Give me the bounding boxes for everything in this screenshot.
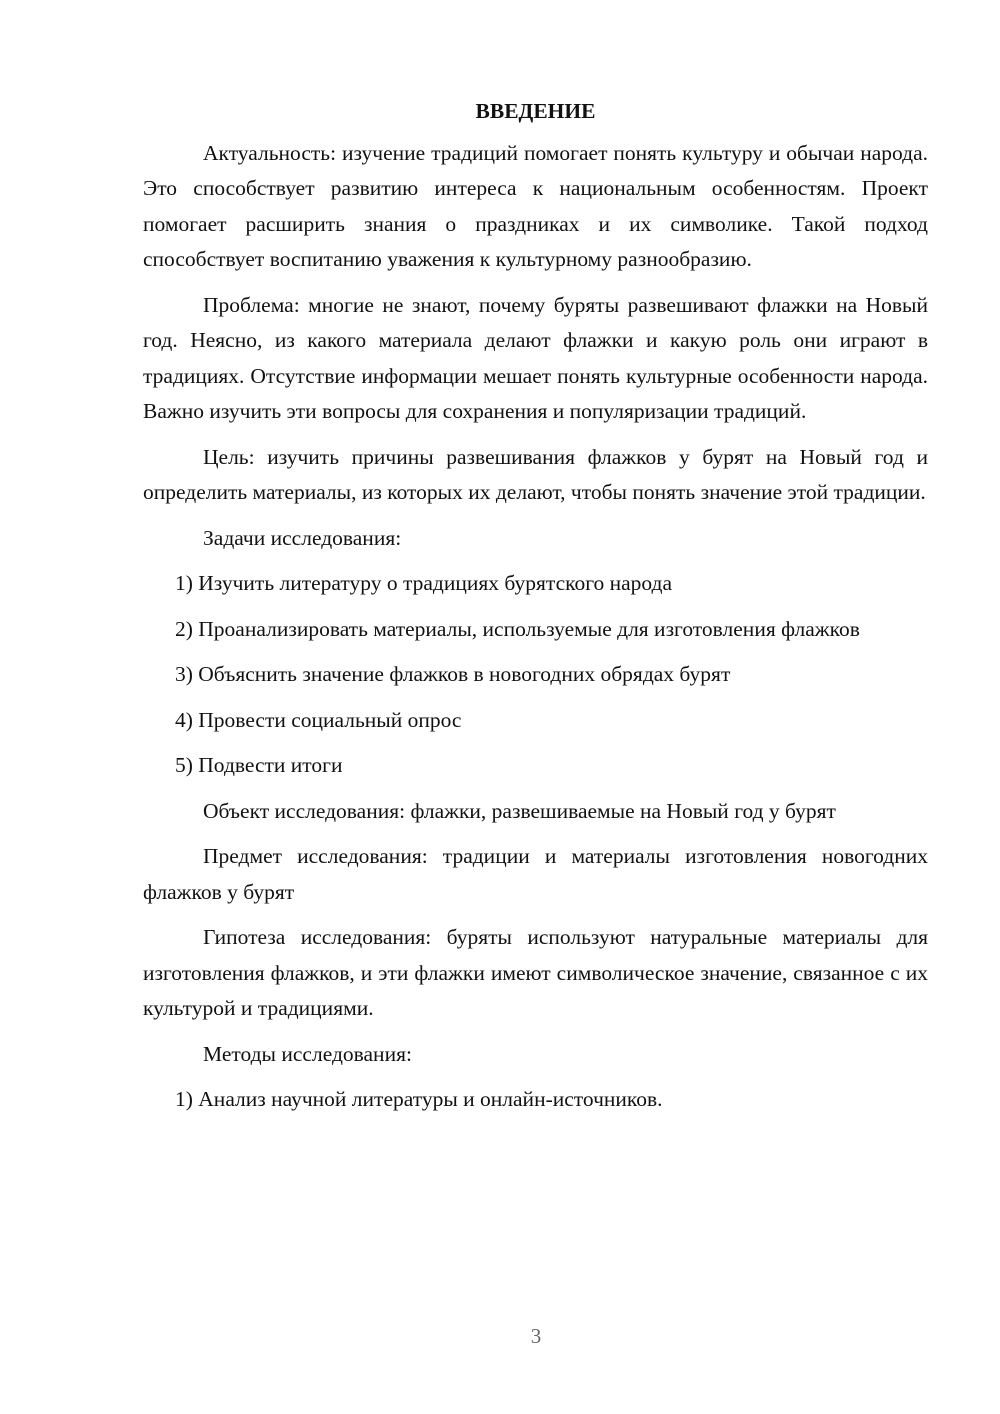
tasks-heading: Задачи исследования:: [203, 525, 402, 550]
method-item: 1) Анализ научной литературы и онлайн-источников.: [175, 1087, 663, 1111]
relevance-paragraph: Актуальность: изучение традиций помогает понять культуру и обычаи народа. Это способствует развитию интереса к национальным особенностям. Проект помогает расширить знания о праздниках и их символике. Такой подход способствует воспитанию уважения к культурному разнообразию.: [143, 140, 928, 271]
page-number: 3: [530, 1324, 542, 1348]
object-paragraph: Объект исследования: флажки, развешиваемые на Новый год у бурят: [203, 798, 836, 823]
section-title: ВВЕДЕНИЕ: [475, 99, 596, 123]
hypothesis-paragraph: Гипотеза исследования: буряты используют натуральные материалы для изготовления флажков, и эти флажки имеют символическое значение, связанное с их культурой и традициями.: [143, 925, 928, 1020]
task-item: 1) Изучить литературу о традициях бурятского народа: [175, 571, 673, 595]
subject-paragraph: Предмет исследования: традиции и материалы изготовления новогодних флажков у бурят: [143, 844, 928, 904]
task-item: 2) Проанализировать материалы, используемые для изготовления флажков: [175, 616, 860, 641]
task-item: 3) Объяснить значение флажков в новогодних обрядах бурят: [175, 662, 731, 686]
goal-paragraph: Цель: изучить причины развешивания флажков у бурят на Новый год и определить материалы, из которых их делают, чтобы понять значение этой традиции.: [143, 444, 928, 504]
task-item: 4) Провести социальный опрос: [175, 707, 462, 732]
task-item: 5) Подвести итоги: [175, 753, 343, 777]
page-content: [143, 94, 928, 1128]
problem-paragraph: Проблема: многие не знают, почему буряты развешивают флажки на Новый год. Неясно, из какого материала делают флажки и какую роль они играют в традициях. Отсутствие информации мешает понять культурные особенности народа. Важно изучить эти вопросы для сохранения и популяризации традиций.: [143, 292, 928, 423]
methods-heading: Методы исследования:: [203, 1041, 412, 1066]
